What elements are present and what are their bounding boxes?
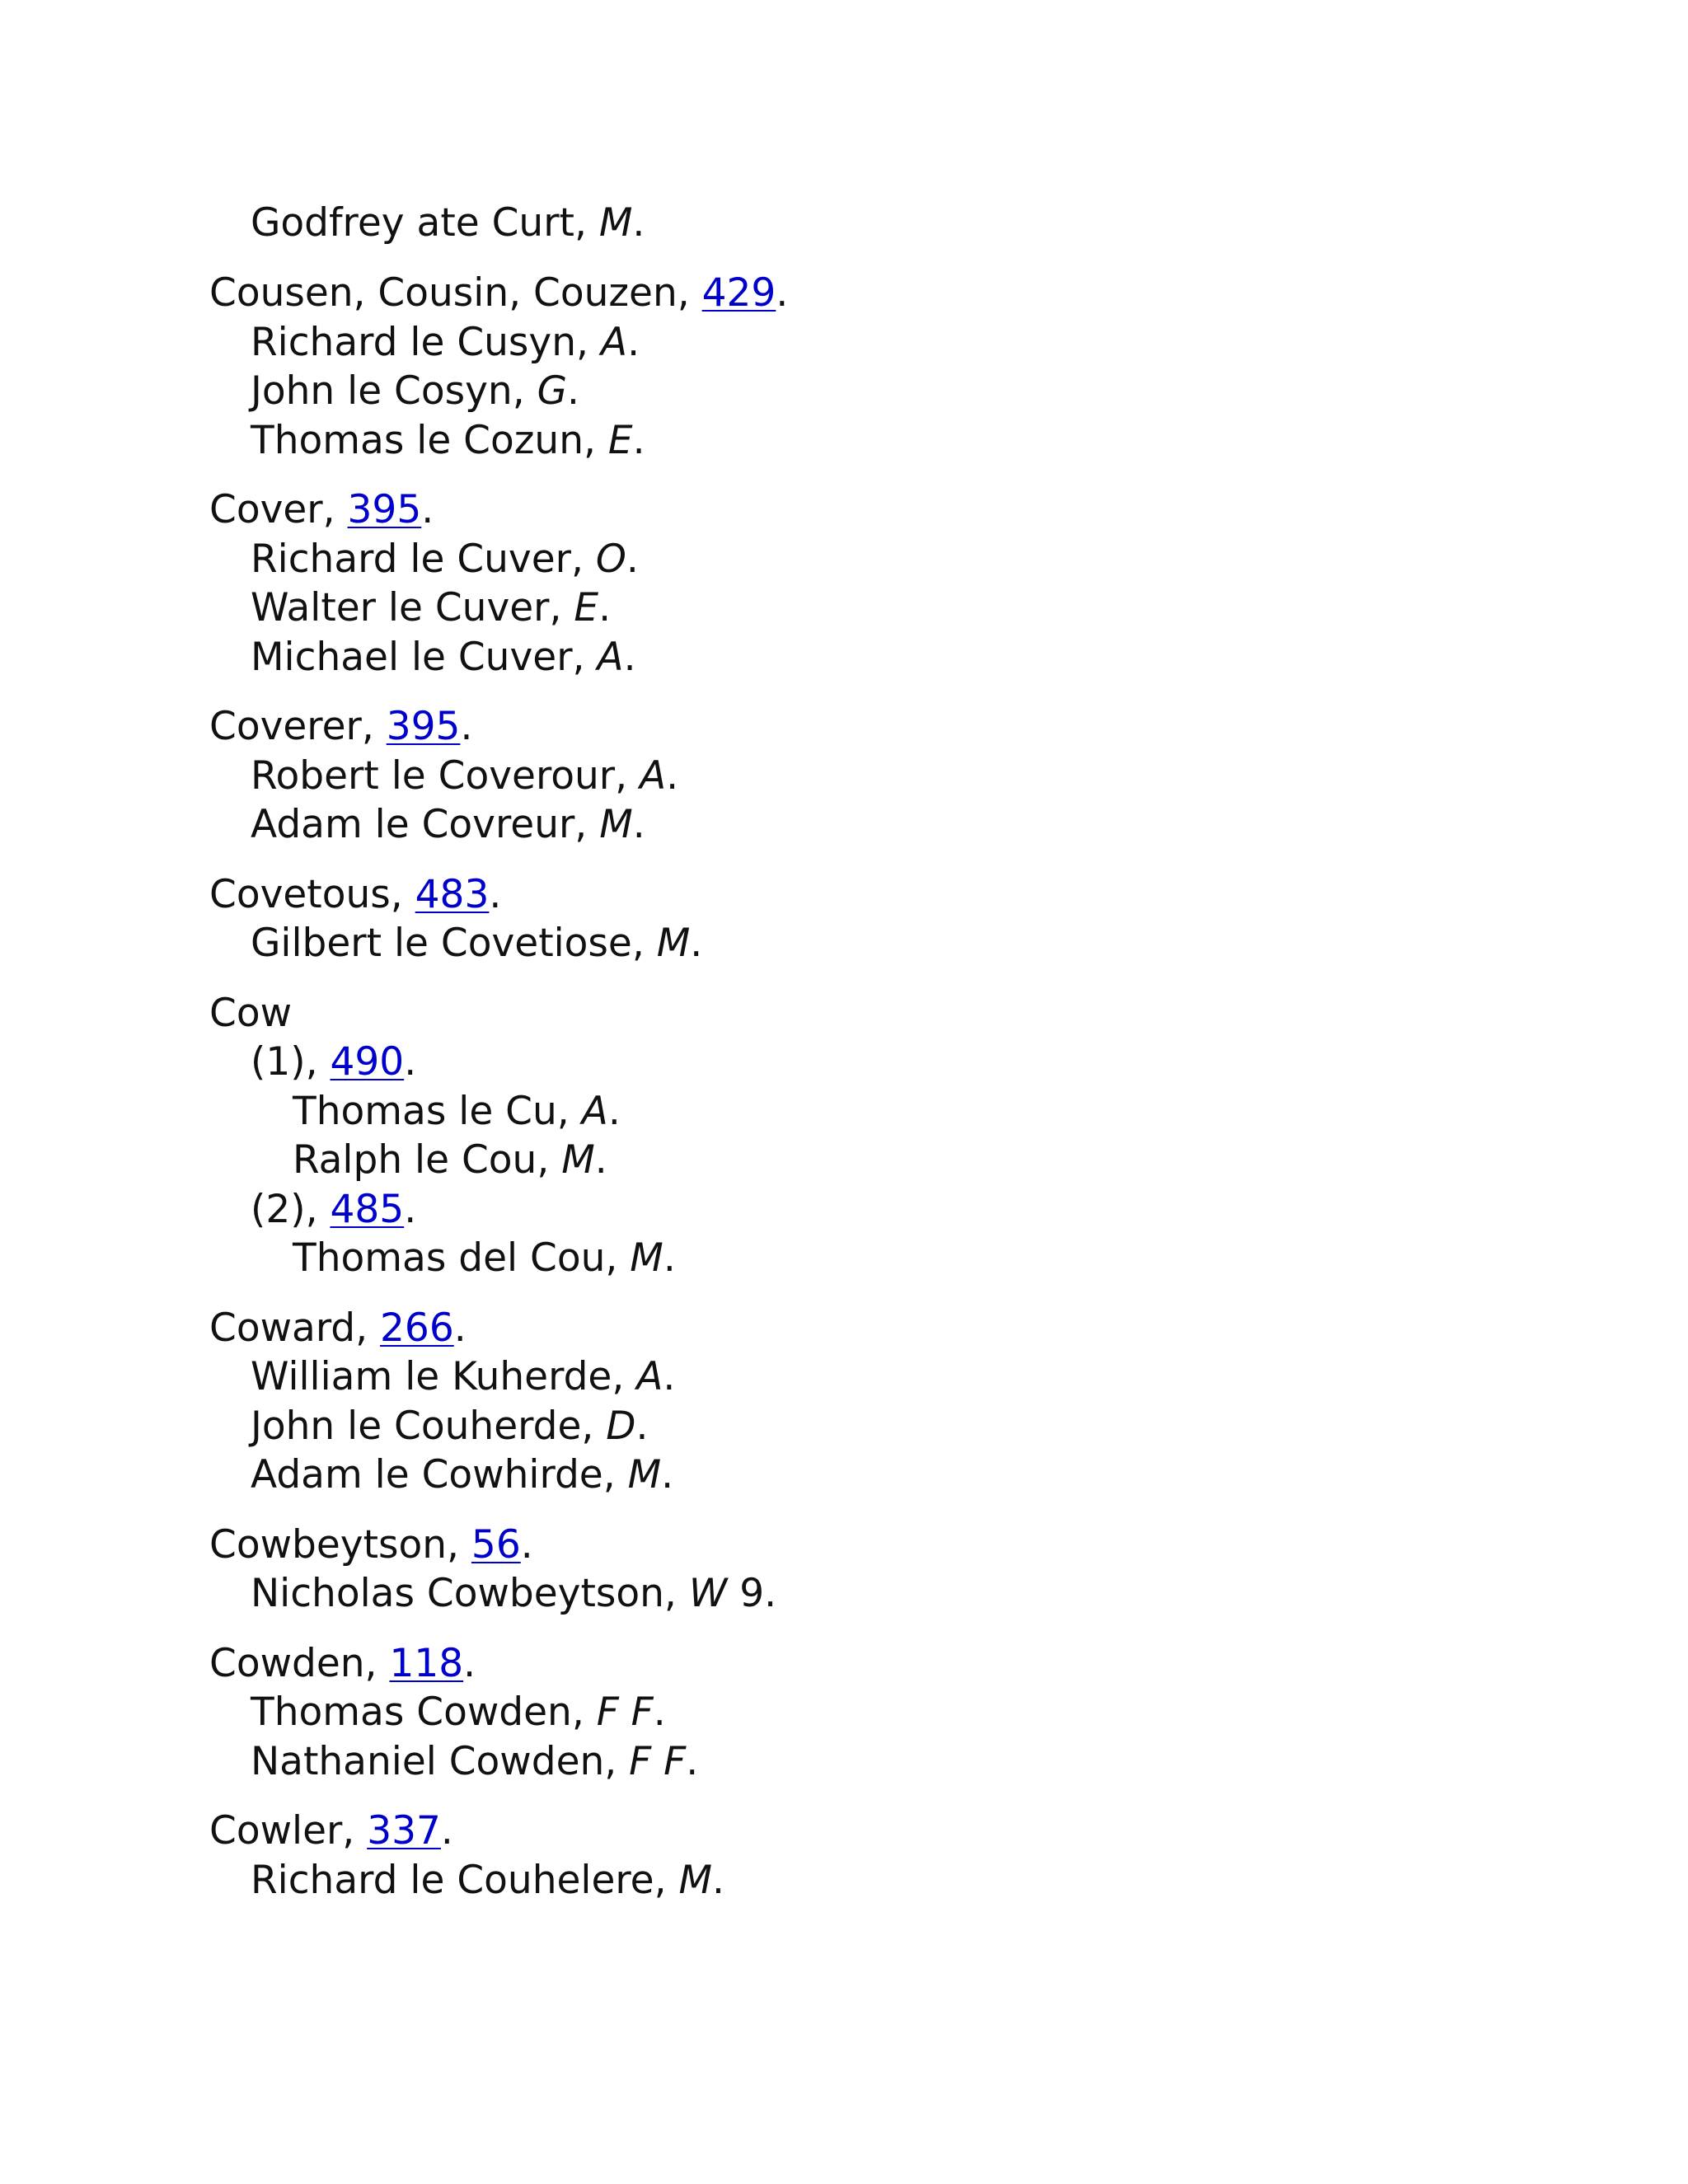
entry-trailing-text: . [404,1187,417,1232]
entry-trailing-text: . [663,1354,676,1399]
index-headword [209,486,434,534]
entry-trailing-text: . [404,1039,417,1085]
entry-trailing-text: . [421,487,434,532]
entry-trailing-text: . [460,704,473,749]
entry-trailing-text: . [666,753,679,799]
entry-trailing-text: . [607,1089,621,1134]
entry-trailing-text: . [440,1808,453,1854]
entry-text: Nathaniel Cowden, [251,1739,630,1784]
source-abbreviation: M [599,802,633,847]
page-link[interactable]: 56 [471,1522,521,1568]
index-headword [209,1807,453,1855]
source-abbreviation: A [636,1354,663,1399]
index-headword [209,703,472,751]
entry-trailing-text: . [520,1522,533,1568]
index-citation [251,1451,673,1499]
entry-text: Thomas Cowden, [251,1690,597,1735]
page-link[interactable]: 395 [386,704,461,749]
entry-text: Coverer, [209,704,387,749]
index-citation [251,1403,648,1451]
entry-text: Cover, [209,487,348,532]
entry-text: Thomas le Cu, [293,1089,582,1134]
entry-text: Richard le Cusyn, [251,320,601,365]
entry-trailing-text: . [653,1690,666,1735]
index-headword [209,1640,476,1688]
source-abbreviation: W [688,1571,728,1616]
entry-text: Ralph le Cou, [293,1137,562,1183]
page-link[interactable]: 485 [330,1187,405,1232]
index-headword [209,1521,533,1569]
index-citation [251,319,640,367]
index-citation [251,634,636,682]
entry-text: John le Cosyn, [251,368,537,414]
entry-text: Thomas le Cozun, [251,418,608,463]
index-citation [251,368,579,415]
source-abbreviation: M [561,1137,595,1183]
index-headword [209,990,292,1038]
entry-text: Cowden, [209,1641,390,1686]
entry-text: Richard le Couhelere, [251,1858,679,1903]
entry-trailing-text: . [663,1235,676,1281]
index-headword [209,871,501,919]
entry-trailing-text: . [776,270,789,316]
entry-trailing-text: . [632,200,645,246]
entry-trailing-text: . [635,1404,649,1449]
entry-text: Cousen, Cousin, Couzen, [209,270,702,316]
source-abbreviation: A [581,1089,608,1134]
source-abbreviation: A [600,320,628,365]
source-abbreviation: A [597,635,624,680]
entry-text: Thomas del Cou, [293,1235,631,1281]
entry-text: Covetous, [209,872,415,917]
source-abbreviation: O [595,537,626,582]
source-abbreviation: E [574,585,599,630]
entry-text: Cowbeytson, [209,1522,471,1568]
index-citation [251,1857,724,1905]
entry-trailing-text: . [567,368,579,414]
entry-text: Adam le Cowhirde, [251,1452,628,1497]
entry-trailing-text: . [686,1739,699,1784]
entry-trailing-text: . [690,921,703,966]
index-citation [251,1570,776,1618]
page-link[interactable]: 266 [380,1305,454,1351]
entry-trailing-text: . [623,635,636,680]
entry-text: (2), [251,1187,331,1232]
entry-trailing-text: . [626,537,639,582]
page-link[interactable]: 395 [347,487,422,532]
index-citation [251,1353,675,1401]
entry-text: Godfrey ate Curt, [251,200,599,246]
index-subentry [251,1038,416,1086]
entry-trailing-text: . [661,1452,674,1497]
source-abbreviation: M [598,200,633,246]
source-abbreviation: A [640,753,667,799]
entry-trailing-text: 9. [727,1571,777,1616]
entry-trailing-text: . [489,872,502,917]
entry-trailing-text: . [463,1641,476,1686]
index-citation [251,584,611,632]
source-abbreviation: M [630,1235,663,1281]
page-link[interactable]: 337 [367,1808,441,1854]
entry-text: Cowler, [209,1808,368,1854]
source-abbreviation: M [678,1858,713,1903]
page-link[interactable]: 483 [415,872,490,917]
index-citation [293,1235,676,1282]
source-abbreviation: F F [629,1739,687,1784]
entry-trailing-text: . [712,1858,724,1903]
index-citation [251,920,702,968]
index-citation [251,417,645,465]
entry-text: Walter le Cuver, [251,585,574,630]
entry-text: Adam le Covreur, [251,802,600,847]
index-citation [251,1738,698,1786]
index-headword [209,269,788,317]
entry-text: Robert le Coverour, [251,753,640,799]
entry-trailing-text: . [453,1305,467,1351]
index-citation [251,199,645,247]
entry-text: Cow [209,991,293,1036]
entry-text: Richard le Cuver, [251,537,596,582]
index-citation [251,801,645,849]
entry-text: (1), [251,1039,331,1085]
index-citation [251,536,639,583]
source-abbreviation: F F [596,1690,654,1735]
source-abbreviation: M [627,1452,662,1497]
source-abbreviation: D [606,1404,636,1449]
index-headword [209,1305,467,1352]
source-abbreviation: G [537,368,568,414]
index-citation [251,1689,666,1736]
page-link[interactable]: 118 [389,1641,464,1686]
entry-trailing-text: . [632,418,645,463]
entry-text: Coward, [209,1305,381,1351]
page-link[interactable]: 429 [701,270,776,316]
source-abbreviation: E [607,418,633,463]
entry-trailing-text: . [632,802,645,847]
entry-text: Michael le Cuver, [251,635,598,680]
index-citation [293,1088,621,1136]
entry-trailing-text: . [598,585,612,630]
entry-text: William le Kuherde, [251,1354,637,1399]
page-link[interactable]: 490 [330,1039,405,1085]
index-subentry [251,1186,416,1234]
entry-trailing-text: . [594,1137,607,1183]
entry-trailing-text: . [627,320,640,365]
index-citation [293,1137,607,1184]
entry-text: John le Couherde, [251,1404,607,1449]
source-abbreviation: M [656,921,691,966]
index-citation [251,752,678,800]
entry-text: Gilbert le Covetiose, [251,921,657,966]
entry-text: Nicholas Cowbeytson, [251,1571,689,1616]
